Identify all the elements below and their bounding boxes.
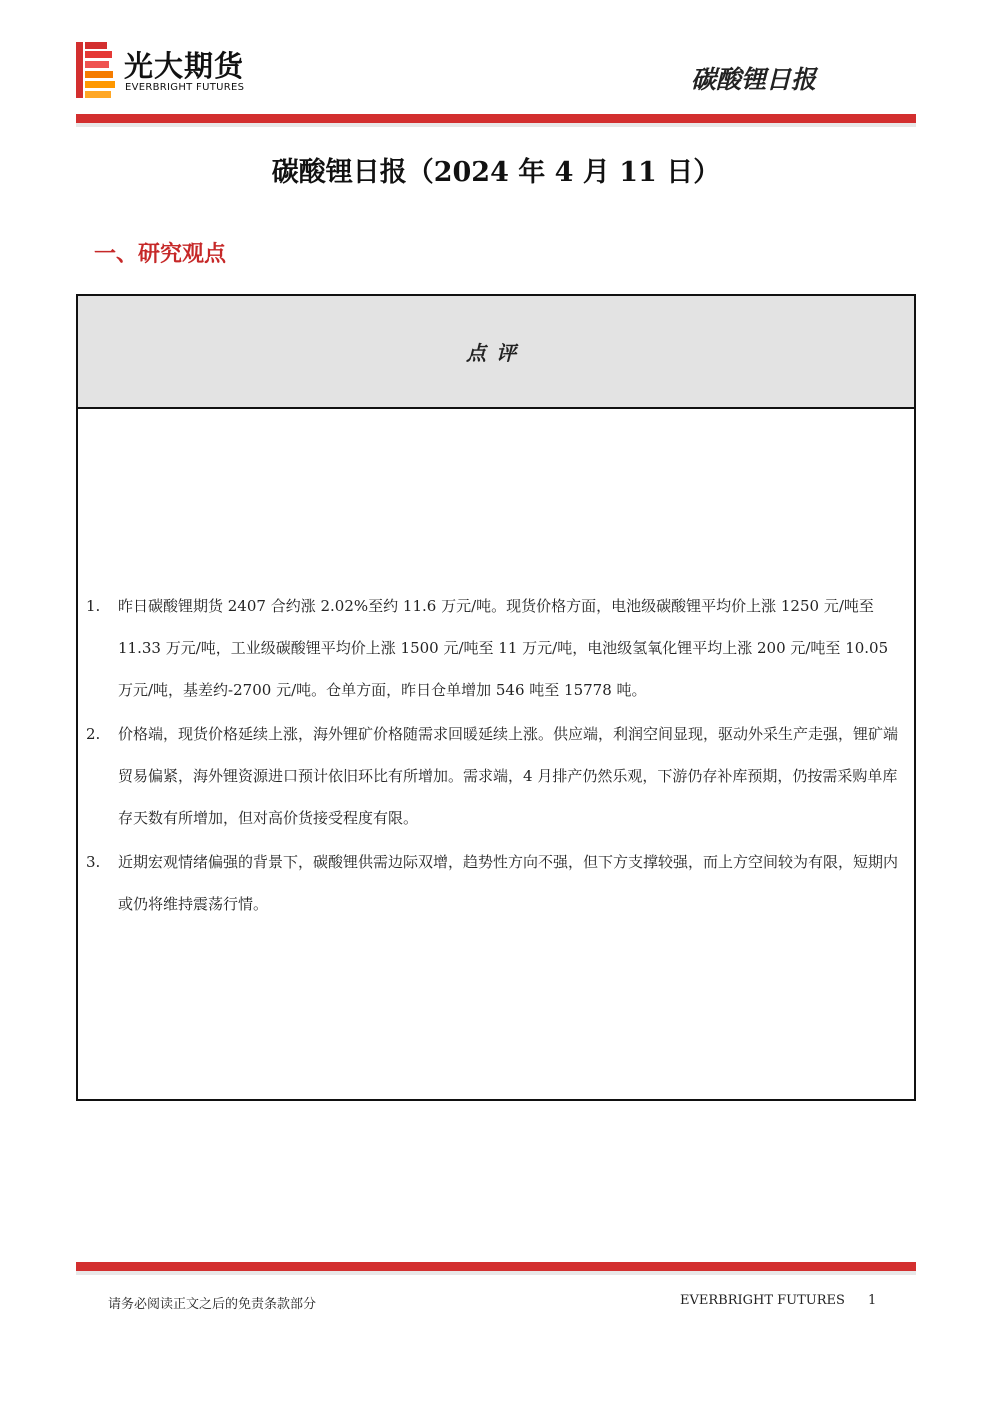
logo-english-name: EVERBRIGHT FUTURES — [125, 82, 245, 93]
point-number: 1. — [86, 597, 101, 615]
commentary-point — [78, 841, 914, 925]
footer-divider — [76, 1262, 916, 1275]
point-number: 2. — [86, 725, 101, 743]
point-number: 3. — [86, 853, 101, 871]
header-report-name: 碳酸锂日报 — [690, 65, 816, 94]
footer-brand: EVERBRIGHT FUTURES — [680, 1293, 845, 1308]
commentary-points — [78, 585, 914, 927]
commentary-box — [76, 294, 916, 1101]
point-text: 近期宏观情绪偏强的背景下，碳酸锂供需边际双增，趋势性方向不强，但下方支撑较强，而上方空间较为有限，短期内或仍将维持震荡行情。 — [118, 853, 899, 913]
header-divider — [76, 114, 916, 127]
document-title: 碳酸锂日报（2024 年 4 月 11 日） — [271, 157, 721, 188]
everbright-logo-icon — [76, 42, 116, 98]
commentary-point — [78, 713, 914, 839]
commentary-header-label: 点评 — [466, 341, 526, 365]
point-text: 昨日碳酸锂期货 2407 合约涨 2.02%至约 11.6 万元/吨。现货价格方面，电池级碳酸锂平均价上涨 1250 元/吨至 11.33 万元/吨，工业级碳酸锂平均价上涨 1500 元/吨至 11 万元/吨，电池级氢氧化锂平均上涨 200 元/吨至 10.05 万元/吨，基差约-2700 元/吨。仓单方面，昨日仓单增加 546 吨至 15778 吨。 — [118, 597, 889, 699]
point-text: 价格端，现货价格延续上涨，海外锂矿价格随需求回暖延续上涨。供应端，利润空间显现，驱动外采生产走强，锂矿端贸易偏紧，海外锂资源进口预计依旧环比有所增加。需求端，4 月排产仍然乐观，下游仍存补库预期，仍按需采购单库存天数有所增加，但对高价货接受程度有限。 — [118, 725, 899, 827]
commentary-point — [78, 585, 914, 711]
section-heading: 一、研究观点 — [94, 241, 227, 267]
commentary-box-header — [78, 296, 914, 409]
footer-disclaimer: 请务必阅读正文之后的免责条款部分 — [108, 1297, 317, 1312]
page-number: 1 — [868, 1293, 877, 1308]
company-logo — [76, 42, 286, 98]
logo-chinese-name: 光大期货 — [124, 49, 245, 83]
